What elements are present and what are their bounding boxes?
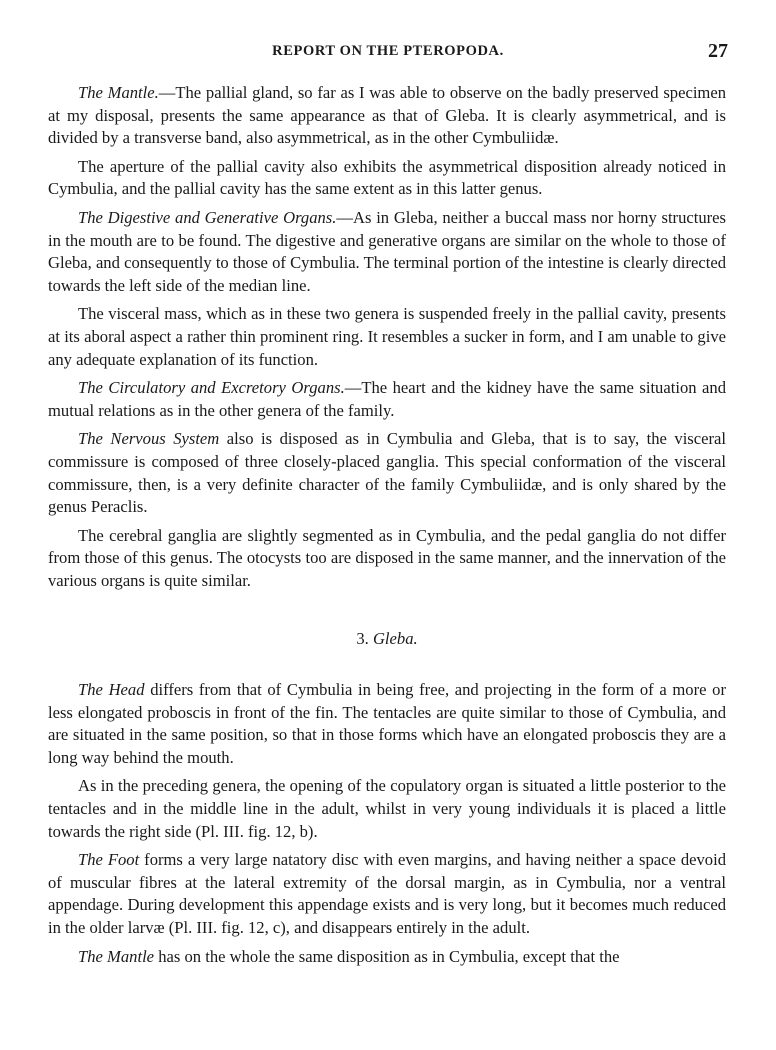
paragraph <box>48 849 726 939</box>
paragraph <box>48 428 726 518</box>
paragraph-lead: The Mantle <box>78 946 155 966</box>
paragraph-lead: The Nervous System <box>78 429 220 449</box>
paragraph-text: forms a very large natatory disc with even margins, and having neither a space devoid of muscular fibres at the lateral extremity of the dorsal margin, as in Cymbulia, nor a ventral appendage. During development this appendage exists and is very long, but it becomes much reduced in the older larvæ (Pl. III. fig. 12, c), and disappears entirely in the adult. <box>48 850 726 937</box>
paragraph-lead: The Digestive and Generative Organs. <box>78 207 337 227</box>
paragraph-text: The visceral mass, which as in these two genera is suspended freely in the pallial cavity, presents at its aboral aspect a rather thin prominent ring. It resembles a sucker in form, and I am unable to give any adequate explanation of its function. <box>48 304 726 369</box>
paragraph <box>48 525 726 593</box>
paragraph <box>48 775 726 843</box>
body-text <box>48 82 726 974</box>
running-title: REPORT ON THE PTEROPODA. <box>272 43 504 59</box>
paragraph <box>48 207 726 297</box>
section-name: Gleba. <box>372 629 418 649</box>
page-header <box>48 40 728 66</box>
paragraph-text: As in the preceding genera, the opening of the copulatory organ is situated a little posterior to the tentacles and in the middle line in the adult, whilst in very young individuals it is placed a little towards the right side (Pl. III. fig. 12, b). <box>48 776 726 841</box>
paragraph <box>48 377 726 422</box>
paragraph <box>48 82 726 150</box>
paragraph-text: —As in Gleba, neither a buccal mass nor horny structures in the mouth are to be found. The digestive and generative organs are similar on the whole to those of Gleba, and consequently to those of Cymbulia. The terminal portion of the intestine is clearly directed towards the left side of the median line. <box>48 207 726 295</box>
paragraph-lead: The Head <box>78 680 145 700</box>
paragraph-group-cymbuliidae <box>48 82 726 592</box>
paragraph-lead: The Circulatory and Excretory Organs. <box>78 378 345 398</box>
paragraph-text: differs from that of Cymbulia in being free, and projecting in the form of a more or less elongated proboscis in front of the fin. The tentacles are quite similar to those of Cymbulia, and are situated in the same position, so that in those forms which have an elongated proboscis they are a long way behind the mouth. <box>48 680 726 767</box>
paragraph <box>48 303 726 371</box>
paragraph-text: —The heart and the kidney have the same situation and mutual relations as in the other genera of the family. <box>48 378 726 420</box>
paragraph <box>48 679 726 769</box>
paragraph-text: also is disposed as in Cymbulia and Gleba, that is to say, the visceral commissure is composed of three closely-placed ganglia. This special conformation of the visceral commissure, then, is a very definite character of the family Cymbuliidæ, and is only shared by the genus Peraclis. <box>48 429 726 517</box>
paragraph-text: —The pallial gland, so far as I was able to observe on the badly preserved specimen at my disposal, presents the same appearance as that of Gleba. It is clearly asymmetrical, and is divided by a transverse band, also asymmetrical, as in the other Cymbuliidæ. <box>48 83 726 148</box>
paragraph-text: The aperture of the pallial cavity also exhibits the asymmetrical disposition already noticed in Cymbulia, and the pallial cavity has the same extent as in this latter genus. <box>48 156 726 199</box>
paragraph-text: has on the whole the same disposition as in Cymbulia, except that the <box>154 946 620 966</box>
paragraph-lead: The Mantle. <box>78 83 159 102</box>
section-number: 3. <box>356 629 369 649</box>
section-heading <box>48 628 726 651</box>
paragraph-text: The cerebral ganglia are slightly segmented as in Cymbulia, and the pedal ganglia do not differ from those of this genus. The otocysts too are disposed in the same manner, and the innervation of the various organs is quite similar. <box>48 525 726 590</box>
paragraph <box>48 156 726 201</box>
page-number: 27 <box>708 40 728 62</box>
paragraph-lead: The Foot <box>78 850 140 870</box>
paragraph-group-gleba <box>48 679 726 968</box>
paragraph <box>48 946 726 969</box>
